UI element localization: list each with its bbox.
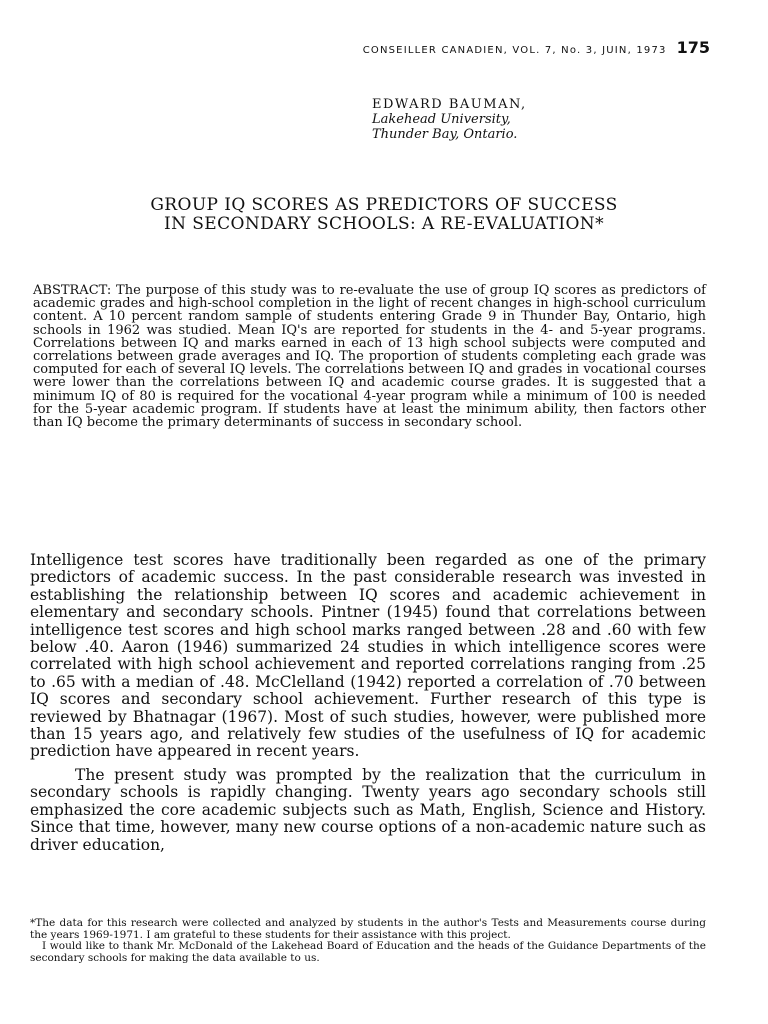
body-paragraph-1: Intelligence test scores have traditionally been regarded as one of the primary predictors of academic success. In the past considerable research was invested in establishing the relationship between IQ scores and academic achievement in elementary and secondary schools. Pintner (1945) found that correlations between intelligence test scores and high school marks ranged between .28 and .60 with few below .40. Aaron (1946) summarized 24 studies in which intelligence scores were correlated with high school achievement and reported correlations ranging from .25 to .65 with a median of .48. McClelland (1942) reported a correlation of .70 between IQ scores and secondary school achievement. Further research of this type is reviewed by Bhatnagar (1967). Most of such studies, however, were published more than 15 years ago, and relatively few studies of the usefulness of IQ for academic prediction have appeared in recent years.	[30, 551, 706, 761]
title-line-2: IN SECONDARY SCHOOLS: A RE-EVALUATION*	[164, 214, 604, 234]
footnote-acknowledgement: I would like to thank Mr. McDonald of the Lakehead Board of Education and the heads of the Guidance Departments of the secondary schools for making the data available to us.	[30, 940, 706, 964]
author-location: Thunder Bay, Ontario.	[372, 127, 518, 142]
footnotes	[30, 918, 706, 964]
footnote-data-note: *The data for this research were collected and analyzed by students in the author's Tests and Measurements course during the years 1969-1971. I am grateful to these students for their assistance with this project.	[30, 917, 706, 941]
article-title	[40, 196, 728, 234]
body-paragraph-2: The present study was prompted by the realization that the curriculum in secondary schools is rapidly changing. Twenty years ago secondary schools still emphasized the core academic subjects such as Math, English, Science and History. Since that time, however, many new course options of a non-academic nature such as driver education,	[30, 765, 706, 854]
author-block	[372, 97, 712, 142]
title-line-1: GROUP IQ SCORES AS PREDICTORS OF SUCCESS	[150, 195, 618, 215]
page-number: 175	[676, 38, 710, 57]
body-text	[30, 552, 706, 854]
running-head	[0, 38, 710, 57]
abstract: ABSTRACT: The purpose of this study was to re-evaluate the use of group IQ scores as predictors of academic grades and high-school completion in the light of recent changes in high-school curriculum content. A 10 percent random sample of students entering Grade 9 in Thunder Bay, Ontario, high schools in 1962 was studied. Mean IQ's are reported for students in the 4- and 5-year programs. Correlations between IQ and marks earned in each of 13 high school subjects were computed and correlations between grade averages and IQ. The proportion of students completing each grade was computed for each of several IQ levels. The correlations between IQ and grades in vocational courses were lower than the correlations between IQ and academic course grades. It is suggested that a minimum IQ of 80 is required for the vocational 4-year program while a minimum of 100 is needed for the 5-year academic program. If students have at least the minimum ability, then factors other than IQ become the primary determinants of success in secondary school.	[33, 283, 706, 431]
author-institution: Lakehead University,	[372, 112, 511, 127]
author-name: EDWARD BAUMAN,	[372, 97, 527, 112]
journal-citation: CONSEILLER CANADIEN, VOL. 7, No. 3, JUIN, 1973	[362, 45, 667, 56]
